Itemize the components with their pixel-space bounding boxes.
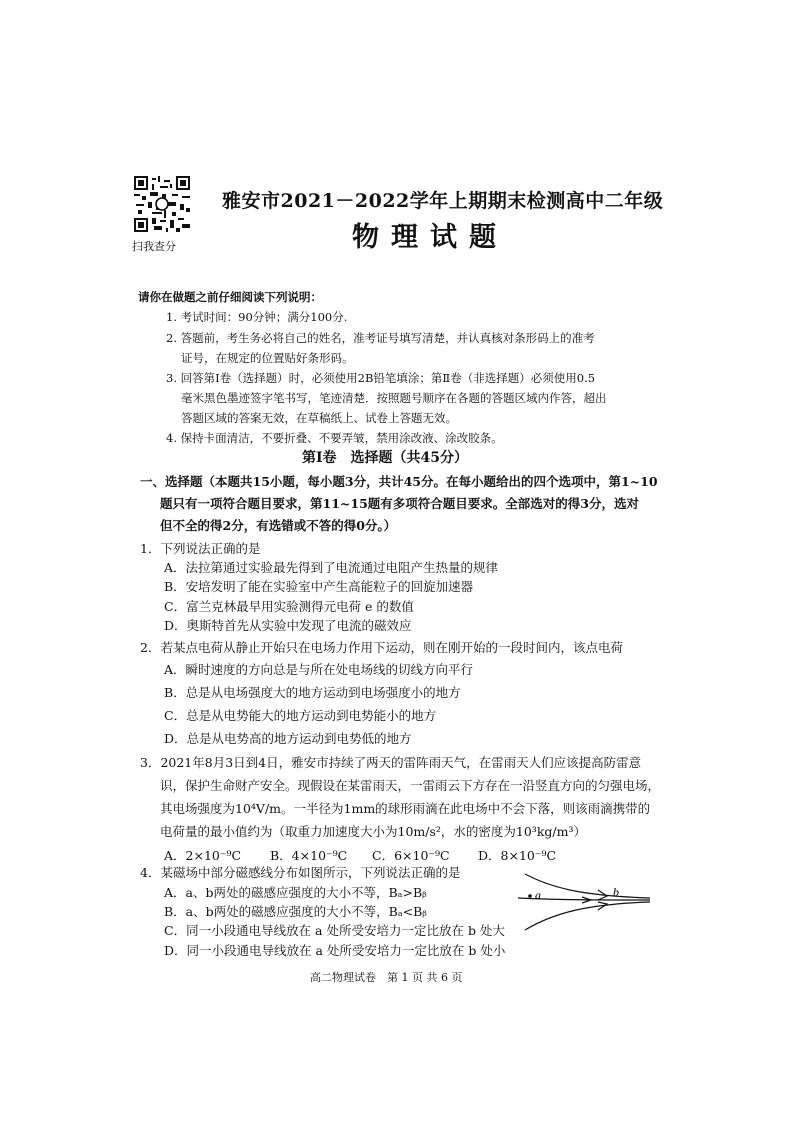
question-option: D．奥斯特首先从实验中发现了电流的磁效应 — [164, 618, 412, 633]
question-option: A．a、b两处的磁感应强度的大小不等，Bₐ>Bᵦ — [164, 885, 427, 900]
question-option: C．6×10⁻⁹C — [372, 848, 450, 863]
question-option: D．8×10⁻⁹C — [478, 848, 557, 863]
question-stem: 2．若某点电荷从静止开始只在电场力作用下运动，则在刚开始的一段时间内，该点电荷 — [140, 640, 623, 655]
page-footer: 高二物理试卷 第 1 页 共 6 页 — [310, 971, 463, 984]
question-option: A．2×10⁻⁹C — [164, 848, 242, 863]
question-option: D．总是从电势高的地方运动到电势低的地方 — [164, 731, 412, 746]
question-stem: 电荷量的最小值约为（取重力加速度大小为10m/s²，水的密度为10³kg/m³） — [160, 824, 586, 839]
subject-title: 物理试题 — [352, 222, 508, 253]
question-option: C．总是从电势能大的地方运动到电势能小的地方 — [164, 708, 437, 723]
qr-code-icon — [134, 176, 190, 232]
section-desc: 但不全的得2分，有选错或不答的得0分。） — [160, 518, 397, 533]
question-option: B．总是从电场强度大的地方运动到电场强度小的地方 — [164, 685, 461, 700]
instruction-line: 2. 答题前，考生务必将自己的姓名，准考证号填写清楚，并认真核对条形码上的准考 — [166, 331, 595, 345]
question-stem: 3．2021年8月3日到4日，雅安市持续了两天的雷阵雨天气，在雷雨天人们应该提高防雷意 — [140, 755, 642, 770]
section-title: 第Ⅰ卷 选择题（共45分） — [302, 450, 469, 466]
question-option: C．富兰克林最早用实验测得元电荷 e 的数值 — [164, 599, 414, 614]
qr-caption: 扫我查分 — [132, 240, 176, 253]
section-desc: 题只有一项符合题目要求，第11~15题有多项符合题目要求。全部选对的得3分，选对 — [160, 496, 639, 511]
exam-title: 雅安市2021－2022学年上期期末检测高中二年级 — [222, 190, 664, 212]
instruction-line: 证号，在规定的位置贴好条形码。 — [181, 351, 354, 365]
magnetic-field-figure — [510, 872, 660, 944]
instruction-line: 毫米黑色墨迹签字笔书写，笔迹清楚．按照题号顺序在各题的答题区域内作答，超出 — [181, 391, 607, 405]
question-option: C．同一小段通电导线放在 a 处所受安培力一定比放在 b 处大 — [164, 923, 505, 938]
instructions-intro: 请你在做题之前仔细阅读下列说明： — [138, 290, 322, 304]
question-stem: 其电场强度为10⁴V/m。一半径为1mm的球形雨滴在此电场中不会下落，则该雨滴携带的 — [160, 801, 651, 816]
question-option: A．瞬时速度的方向总是与所在处电场线的切线方向平行 — [164, 662, 474, 677]
instruction-line: 答题区域的答案无效，在草稿纸上、试卷上答题无效。 — [181, 411, 457, 425]
point-a-label: a — [535, 888, 541, 902]
point-b-label: b — [613, 885, 619, 899]
question-option: B．4×10⁻⁹C — [270, 848, 348, 863]
question-stem: 1．下列说法正确的是 — [140, 541, 261, 556]
question-option: A．法拉第通过实验最先得到了电流通过电阻产生热量的规律 — [164, 560, 499, 575]
instruction-line: 1. 考试时间：90分钟；满分100分. — [166, 310, 348, 324]
instruction-line: 3. 回答第Ⅰ卷（选择题）时，必须使用2B铅笔填涂；第Ⅱ卷（非选择题）必须使用0.5 — [166, 371, 596, 385]
instruction-line: 4. 保持卡面清洁，不要折叠、不要弄皱，禁用涂改液、涂改胶条。 — [166, 431, 503, 445]
question-option: D．同一小段通电导线放在 a 处所受安培力一定比放在 b 处小 — [164, 943, 506, 958]
question-option: B．安培发明了能在实验室中产生高能粒子的回旋加速器 — [164, 579, 474, 594]
section-desc: 一、选择题（本题共15小题，每小题3分，共计45分。在每小题给出的四个选项中，第1~10 — [140, 474, 658, 489]
question-stem: 识，保护生命财产安全。现假设在某雷雨天，一雷雨云下方存在一沿竖直方向的匀强电场， — [160, 778, 661, 793]
question-stem: 4．某磁场中部分磁感线分布如图所示，下列说法正确的是 — [140, 865, 461, 880]
question-option: B．a、b两处的磁感应强度的大小不等，Bₐ<Bᵦ — [164, 904, 427, 919]
